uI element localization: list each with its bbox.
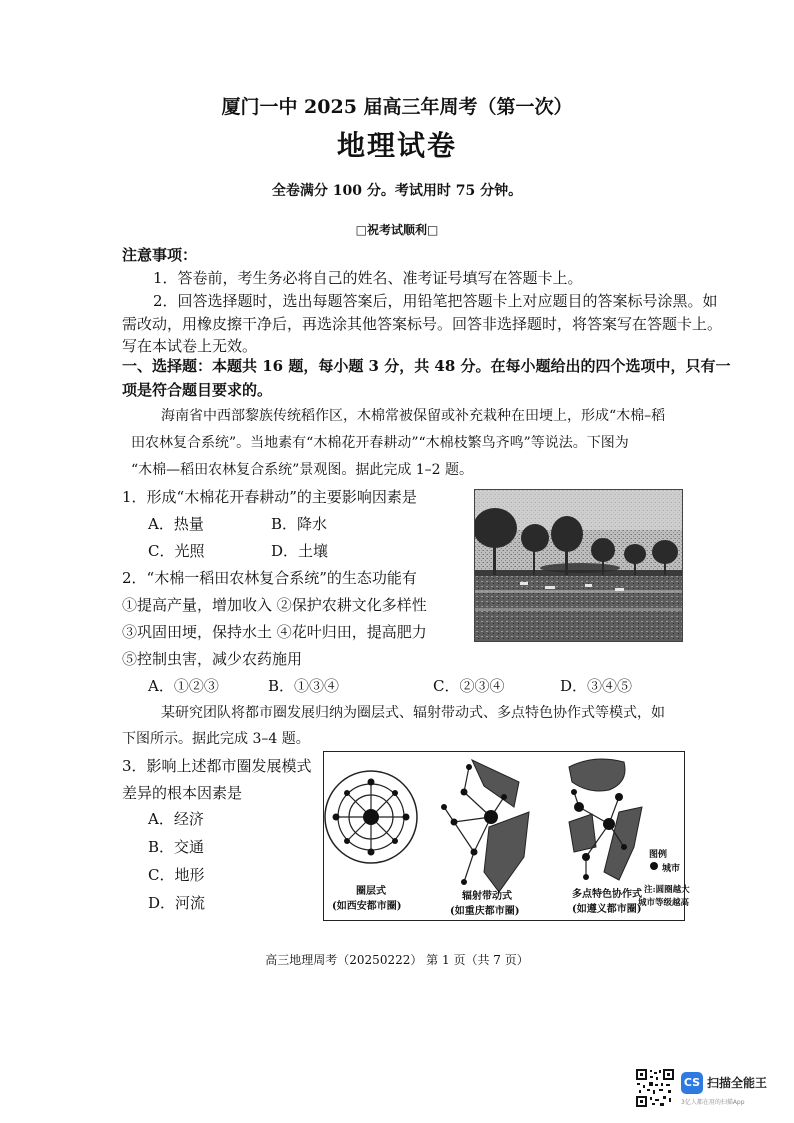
q2-option-d: D．③④⑤ bbox=[560, 677, 633, 695]
radiation-model-figure bbox=[441, 760, 529, 892]
score-line: 全卷满分 100 分。考试用时 75 分钟。 bbox=[271, 183, 523, 199]
q2-option-b: B．①③④ bbox=[268, 677, 340, 695]
q3-option-c: C．地形 bbox=[148, 866, 205, 884]
kapok-paddy-landscape-photo bbox=[474, 489, 683, 642]
legend-city-label: 城市 bbox=[662, 864, 681, 874]
legend-note-line1: 注:圆圈越大 bbox=[644, 885, 690, 895]
page-footer: 高三地理周考（20250222） 第 1 页（共 7 页） bbox=[265, 953, 529, 967]
passage2-line1: 某研究团队将都市圈发展归纳为圈层式、辐射带动式、多点特色协作式等模式，如 bbox=[161, 705, 665, 721]
legend-title: 图例 bbox=[649, 850, 668, 860]
q2-stem: 2．“木棉一稻田农林复合系统”的生态功能有 bbox=[122, 569, 417, 587]
sub-concentric: (如西安都市圈) bbox=[332, 901, 402, 912]
q1-stem: 1．形成“木棉花开春耕动”的主要影响因素是 bbox=[122, 488, 417, 506]
notice-heading: 注意事项： bbox=[122, 246, 198, 264]
label-radiation: 辐射带动式 bbox=[462, 891, 512, 902]
q3-option-b: B．交通 bbox=[148, 838, 205, 856]
good-luck-line: □祝考试顺利□ bbox=[355, 223, 439, 237]
label-multipoint: 多点特色协作式 bbox=[572, 889, 642, 900]
q3-stem-line2: 差异的根本因素是 bbox=[122, 784, 243, 802]
notice-item-2-line2: 需改动，用橡皮擦干净后，再选涂其他答案标号。回答非选择题时，将答案写在答题卡上。 bbox=[122, 315, 723, 333]
concentric-model-figure bbox=[325, 771, 417, 863]
passage2-line2: 下图所示。据此完成 3–4 题。 bbox=[122, 731, 310, 747]
sub-multipoint: (如遵义都市圈) bbox=[572, 904, 642, 915]
passage1-line2: 田农林复合系统”。当地素有“木棉花开春耕动”“木棉枝繁鸟齐鸣”等说法。下图为 bbox=[131, 435, 629, 451]
notice-item-2-line1: 2．回答选择题时，选出每题答案后，用铅笔把答题卡上对应题目的答案标号涂黑。如 bbox=[153, 292, 718, 310]
q1-option-d: D．土壤 bbox=[271, 542, 329, 560]
q2-option-c: C．②③④ bbox=[433, 677, 505, 695]
q1-option-c: C．光照 bbox=[148, 542, 205, 560]
q2-statement-3-4: ③巩固田埂，保持水土 ④花叶归田，提高肥力 bbox=[122, 623, 427, 641]
section1-heading-line2: 项是符合题目要求的。 bbox=[122, 381, 273, 399]
notice-item-2-line3: 写在本试卷上无效。 bbox=[122, 337, 258, 355]
q2-statement-5: ⑤控制虫害，减少农药施用 bbox=[122, 650, 303, 668]
passage1-line1: 海南省中西部黎族传统稻作区，木棉常被保留或补充栽种在田埂上，形成“木棉–稻 bbox=[161, 408, 666, 424]
q2-option-a: A．①②③ bbox=[148, 677, 219, 695]
camscanner-slogan: 3亿人都在用的扫描App bbox=[681, 1099, 745, 1106]
q1-option-b: B．降水 bbox=[271, 515, 328, 533]
multipoint-model-figure bbox=[569, 759, 642, 880]
camscanner-logo-icon: CS bbox=[681, 1072, 703, 1094]
passage1-line3: “木棉—稻田农林复合系统”景观图。据此完成 1–2 题。 bbox=[131, 462, 474, 478]
notice-item-1: 1．答卷前，考生务必将自己的姓名、准考证号填写在答题卡上。 bbox=[153, 269, 583, 287]
q1-option-a: A．热量 bbox=[148, 515, 204, 533]
exam-subject-title: 地理试卷 bbox=[336, 129, 457, 162]
exam-header-title: 厦门一中 2025 届高三年周考（第一次） bbox=[221, 96, 573, 118]
q3-option-a: A．经济 bbox=[148, 810, 204, 828]
legend-note-line2: 城市等级越高 bbox=[638, 898, 690, 908]
sub-radiation: (如重庆都市圈) bbox=[450, 906, 520, 917]
qr-code-icon bbox=[635, 1068, 675, 1108]
q2-statement-1-2: ①提高产量，增加收入 ②保护农耕文化多样性 bbox=[122, 596, 427, 614]
label-concentric: 圈层式 bbox=[356, 886, 386, 897]
q3-stem-line1: 3．影响上述都市圈发展模式 bbox=[122, 757, 312, 775]
section1-heading-line1: 一、选择题：本题共 16 题，每小题 3 分，共 48 分。在每小题给出的四个选项中，只有一 bbox=[122, 357, 731, 375]
legend-city-dot bbox=[650, 862, 658, 870]
metro-model-diagram bbox=[323, 751, 690, 921]
camscanner-name: 扫描全能王 bbox=[707, 1076, 768, 1090]
q3-option-d: D．河流 bbox=[148, 894, 206, 912]
